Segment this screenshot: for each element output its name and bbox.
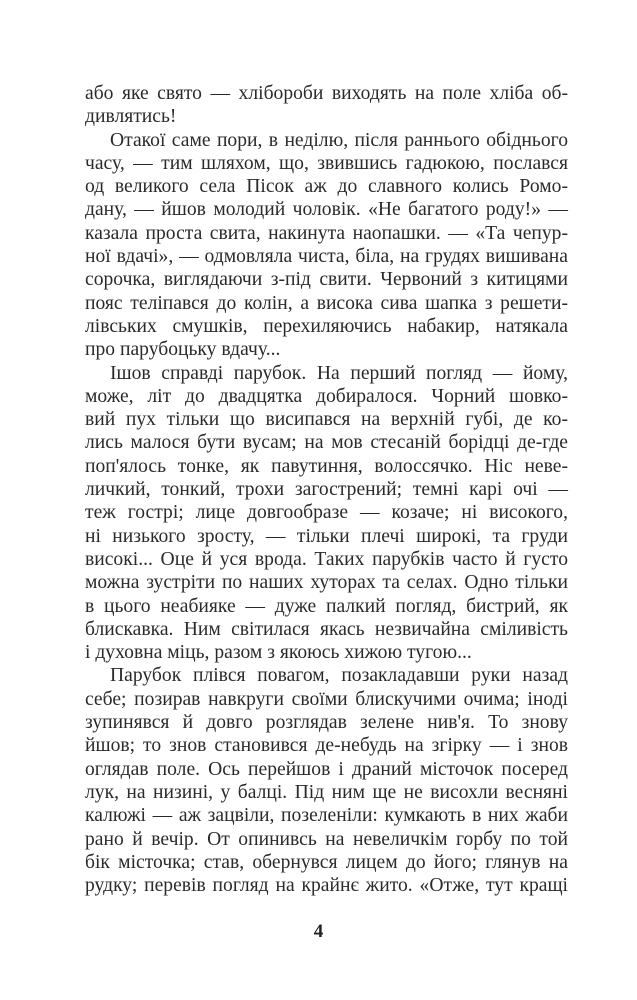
body-text xyxy=(85,82,568,897)
text-line: в цього неабияке — дуже палкий погляд, бистрий, як xyxy=(85,595,568,617)
text-line: поп'ялось тонке, як павутиння, волоссячко. Ніс неве- xyxy=(85,455,568,477)
text-line: казала проста свита, накинута наопашки. — «Та чепур- xyxy=(85,222,568,244)
text-line: лись малося бути вусам; на мов стесаній борідці де-где xyxy=(85,432,568,454)
text-line: вий пух тільки що висипався на верхній губі, де ко- xyxy=(85,409,568,431)
text-line: теж гострі; лице довгообразе — козаче; ні високого, xyxy=(85,502,568,524)
text-line: личкий, тонкий, трохи загострений; темні карі очі — xyxy=(85,479,568,501)
text-line: зупинявся й довго розглядав зелене нив'я. То знову xyxy=(85,712,568,734)
text-line: лівських смушків, перехиляючись набакир, натякала xyxy=(85,315,568,337)
text-line: або яке свято — хлібороби виходять на поле хліба об- xyxy=(85,83,568,104)
text-line: ні низького зросту, — тільки плечі широкі, та груди xyxy=(85,525,568,547)
text-line: пояс теліпався до колін, а висока сива шапка з решети- xyxy=(85,292,568,314)
text-line: можна зустріти по наших хуторах та селах. Одно тільки xyxy=(85,572,568,594)
text-line: рано й вечір. От опинивсь на невеличкім горбу по той xyxy=(85,828,568,850)
text-line: високі... Оце й уся врода. Таких парубків часто й густо xyxy=(85,548,568,570)
text-line: оглядав поле. Ось перейшов і драний місточок посеред xyxy=(85,758,568,780)
text-line: і духовна міць, разом з якоюсь хижою тугою... xyxy=(85,642,472,664)
text-line: од великого села Пісок аж до славного колись Ромо- xyxy=(85,176,568,198)
text-line: дану, — йшов молодий чоловік. «Не багатого роду!» — xyxy=(85,199,568,221)
text-line: може, літ до двадцятка добиралося. Чорний шовко- xyxy=(85,385,568,407)
text-line: дивлятись! xyxy=(85,106,177,128)
paragraph-start-line: Отакої саме пори, в неділю, після раннього обіднього xyxy=(110,129,568,151)
text-line: лук, на низині, у балці. Під ним ще не висохли весняні xyxy=(85,781,568,803)
text-line: рудку; перевів погляд на крайнє жито. «Отже, тут кращі xyxy=(85,875,568,897)
text-line: про парубоцьку вдачу... xyxy=(85,339,281,361)
text-line: сорочка, виглядаючи з-під свити. Червоний з китицями xyxy=(85,269,568,291)
text-line: бік місточка; став, обернувся лицем до його; глянув на xyxy=(85,851,568,873)
paragraph-start-line: Ішов справді парубок. На перший погляд — йому, xyxy=(110,362,568,384)
text-line: йшов; то знов становився де-небудь на згірку — і знов xyxy=(85,735,568,757)
page-number: 4 xyxy=(313,921,324,942)
text-line: себе; позирав навкруги своїми блискучими очима; іноді xyxy=(85,688,568,710)
text-line: часу, — тим шляхом, що, звившись гадюкою, послався xyxy=(85,152,568,174)
text-line: блискавка. Ним світилася якась незвичайна сміливість xyxy=(85,618,568,640)
paragraph-start-line: Парубок плівся повагом, позакладавши руки назад xyxy=(110,665,568,687)
text-line: ної вдачі», — одмовляла чиста, біла, на грудях вишивана xyxy=(85,246,568,268)
text-line: калюжі — аж зацвіли, позеленіли: кумкають в них жаби xyxy=(85,805,568,827)
